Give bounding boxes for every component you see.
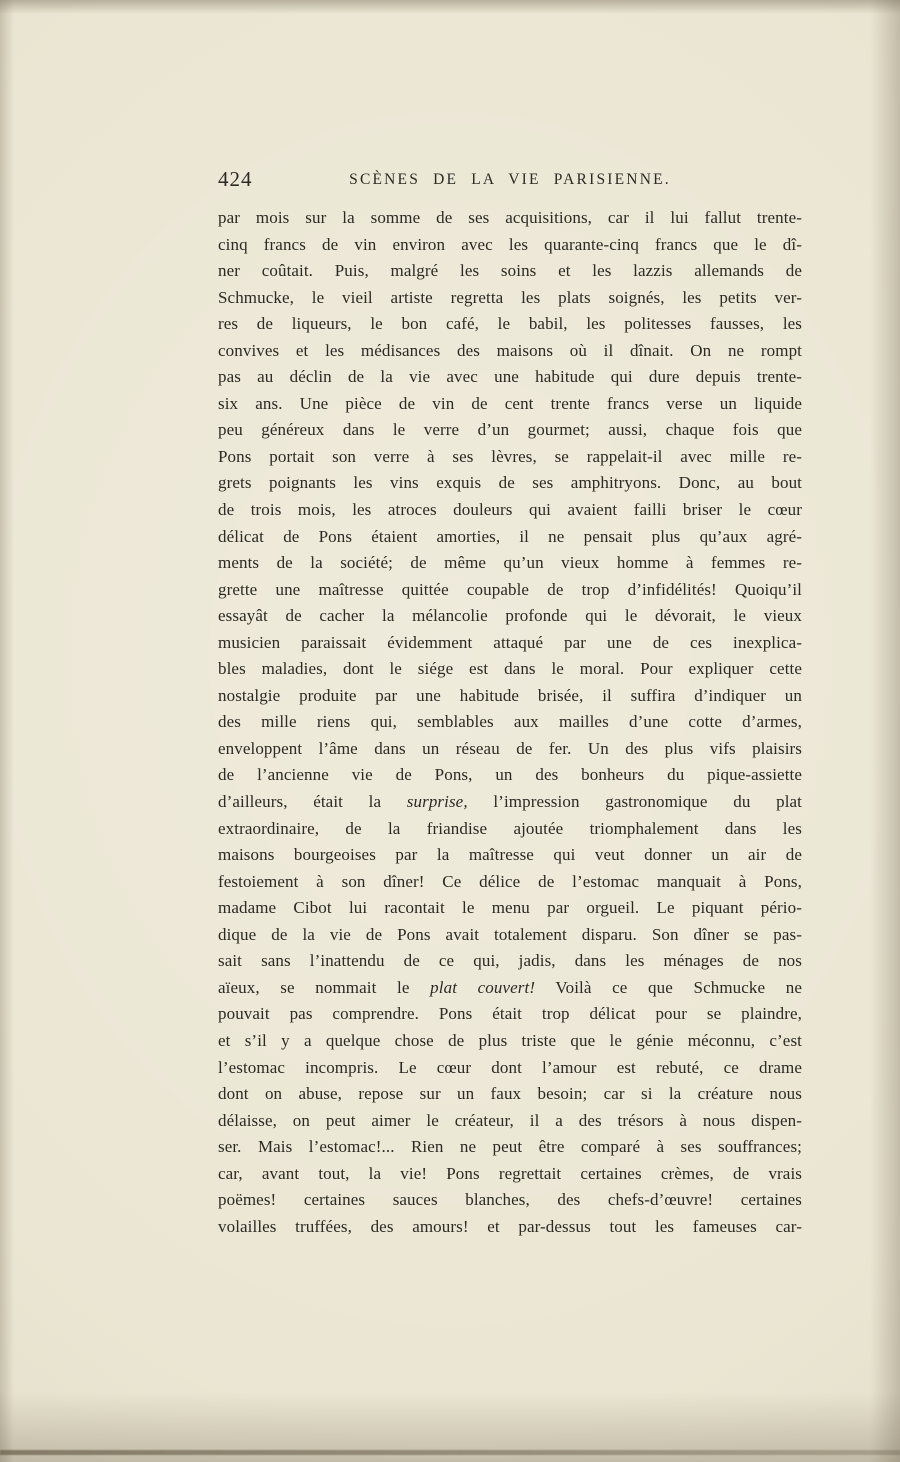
italic-text-segment: surprise,: [406, 792, 468, 812]
text-segment: ments de la société; de même qu’un vieux homme à femmes re-: [218, 553, 802, 573]
text-line: [218, 709, 802, 736]
text-segment: Pons portait son verre à ses lèvres, se rappelait-il avec mille re-: [218, 446, 802, 466]
text-segment: pouvait pas comprendre. Pons était trop délicat pour se plaindre,: [218, 1004, 802, 1024]
text-line: [218, 736, 802, 763]
italic-text-segment: plat couvert!: [430, 977, 536, 997]
text-line: [218, 816, 802, 843]
text-line: [218, 444, 802, 471]
text-line: [218, 1187, 802, 1214]
text-segment: res de liqueurs, le bon café, le babil, les politesses fausses, les: [218, 314, 802, 334]
text-line: [218, 417, 802, 444]
text-line: [218, 550, 802, 577]
text-line: [218, 1055, 802, 1082]
text-line: [218, 922, 802, 949]
page-bottom-edge-line: [0, 1450, 900, 1455]
text-segment: Schmucke, le vieil artiste regretta les plats soignés, les petits ver-: [218, 287, 802, 307]
text-line: [218, 762, 802, 789]
text-line: [218, 1214, 802, 1241]
text-segment: de l’ancienne vie de Pons, un des bonheurs du pique-assiette: [218, 765, 802, 785]
text-segment: car, avant tout, la vie! Pons regrettait certaines crèmes, de vrais: [218, 1163, 802, 1183]
text-line: [218, 364, 802, 391]
text-segment: Voilà ce que Schmucke ne: [535, 977, 802, 997]
text-segment: essayât de cacher la mélancolie profonde qui le dévorait, le vieux: [218, 606, 802, 626]
text-segment: festoiement à son dîner! Ce délice de l’estomac manquait à Pons,: [218, 871, 802, 891]
text-segment: par mois sur la somme de ses acquisitions, car il lui fallut trente-: [218, 208, 802, 227]
text-segment: maisons bourgeoises par la maîtresse qui veut donner un air de: [218, 845, 802, 865]
text-segment: d’ailleurs, était la: [218, 792, 407, 812]
text-segment: grets poignants les vins exquis de ses amphitryons. Donc, au bout: [218, 473, 802, 493]
page-header: [218, 167, 802, 197]
text-line: [218, 1001, 802, 1028]
text-line: [218, 630, 802, 657]
text-segment: des mille riens qui, semblables aux mailles d’une cotte d’armes,: [218, 712, 802, 732]
text-line: [218, 1081, 802, 1108]
text-segment: grette une maîtresse quittée coupable de trop d’infidélités! Quoiqu’il: [218, 579, 802, 599]
text-segment: l’estomac incompris. Le cœur dont l’amour est rebuté, ce drame: [218, 1057, 802, 1077]
text-line: [218, 842, 802, 869]
text-line: [218, 975, 802, 1002]
text-line: [218, 895, 802, 922]
text-segment: convives et les médisances des maisons où il dînait. On ne rompt: [218, 340, 802, 360]
text-segment: peu généreux dans le verre d’un gourmet; aussi, chaque fois que: [218, 420, 802, 440]
text-segment: de trois mois, les atroces douleurs qui avaient failli briser le cœur: [218, 500, 802, 520]
text-segment: musicien paraissait évidemment attaqué par une de ces inexplica-: [218, 632, 802, 652]
text-segment: six ans. Une pièce de vin de cent trente francs verse un liquide: [218, 393, 802, 413]
text-segment: volailles truffées, des amours! et par-dessus tout les fameuses car-: [218, 1216, 802, 1236]
text-segment: et s’il y a quelque chose de plus triste que le génie méconnu, c’est: [218, 1030, 802, 1050]
text-segment: délicat de Pons étaient amorties, il ne pensait plus qu’aux agré-: [218, 526, 802, 546]
text-segment: poëmes! certaines sauces blanches, des chefs-d’œuvre! certaines: [218, 1190, 802, 1210]
page-edge-shadow-left: [0, 0, 14, 1462]
page-edge-shadow-top: [0, 0, 900, 14]
text-segment: délaisse, on peut aimer le créateur, il a des trésors à nous dispen-: [218, 1110, 802, 1130]
text-segment: ner coûtait. Puis, malgré les soins et les lazzis allemands de: [218, 261, 802, 281]
text-line: [218, 232, 802, 259]
running-title: SCÈNES DE LA VIE PARISIENNE.: [349, 171, 671, 188]
text-line: [218, 683, 802, 710]
text-segment: madame Cibot lui racontait le menu par orgueil. Le piquant pério-: [218, 898, 802, 918]
text-segment: extraordinaire, de la friandise ajoutée triomphalement dans les: [218, 818, 802, 838]
text-line: [218, 948, 802, 975]
text-line: [218, 789, 802, 816]
text-line: [218, 1161, 802, 1188]
text-line: [218, 524, 802, 551]
text-line: [218, 1028, 802, 1055]
page-edge-shadow-right: [870, 0, 900, 1462]
text-line: [218, 869, 802, 896]
text-segment: dont on abuse, repose sur un faux besoin; car si la créature nous: [218, 1084, 802, 1104]
text-line: [218, 470, 802, 497]
text-line: [218, 656, 802, 683]
text-segment: aïeux, se nommait le: [218, 977, 431, 997]
text-segment: sait sans l’inattendu de ce qui, jadis, dans les ménages de nos: [218, 951, 802, 971]
text-line: [218, 258, 802, 285]
text-line: [218, 205, 802, 232]
text-line: [218, 1108, 802, 1135]
page-edge-shadow-bottom: [0, 1392, 900, 1462]
text-segment: ser. Mais l’estomac!... Rien ne peut être comparé à ses souffrances;: [218, 1137, 802, 1157]
text-segment: bles maladies, dont le siége est dans le moral. Pour expliquer cette: [218, 659, 802, 679]
text-block: [218, 167, 802, 1240]
text-segment: dique de la vie de Pons avait totalement disparu. Son dîner se pas-: [218, 924, 802, 944]
page-number: 424: [218, 167, 253, 191]
text-line: [218, 285, 802, 312]
text-segment: enveloppent l’âme dans un réseau de fer. Un des plus vifs plaisirs: [218, 738, 802, 758]
text-segment: nostalgie produite par une habitude brisée, il suffira d’indiquer un: [218, 685, 802, 705]
text-segment: cinq francs de vin environ avec les quarante-cinq francs que le dî-: [218, 234, 802, 254]
text-line: [218, 497, 802, 524]
text-line: [218, 391, 802, 418]
text-line: [218, 338, 802, 365]
text-segment: l’impression gastronomique du plat: [467, 792, 802, 812]
body-text: [218, 205, 802, 1240]
text-segment: pas au déclin de la vie avec une habitude qui dure depuis trente-: [218, 367, 802, 387]
text-line: [218, 577, 802, 604]
text-line: [218, 603, 802, 630]
text-line: [218, 1134, 802, 1161]
text-line: [218, 311, 802, 338]
